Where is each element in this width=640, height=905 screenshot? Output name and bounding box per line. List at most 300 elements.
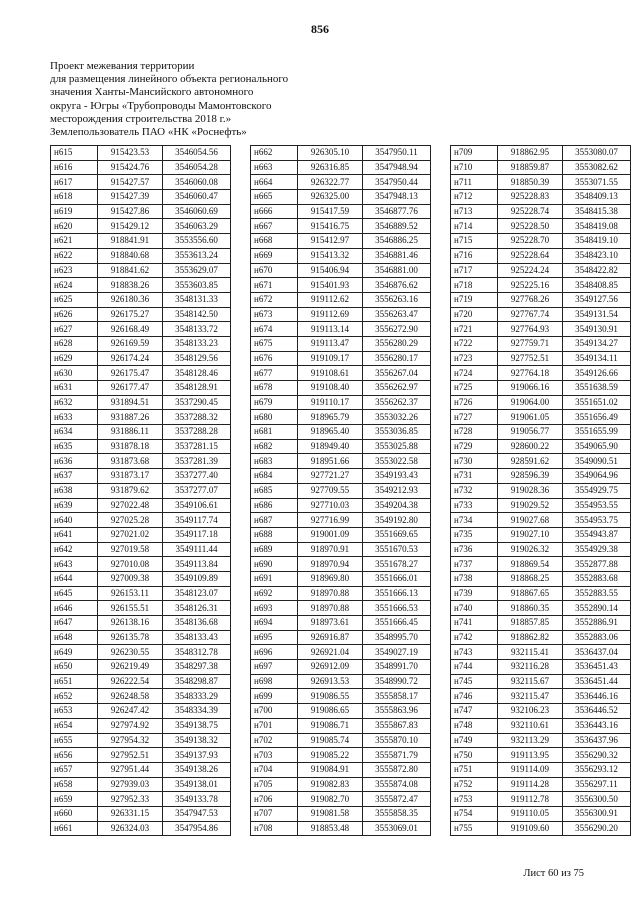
y-coordinate-cell: 3552883.68 xyxy=(563,571,631,586)
table-row xyxy=(451,425,631,440)
y-coordinate-cell: 3555858.17 xyxy=(363,689,431,704)
y-coordinate-cell: 3556280.17 xyxy=(363,351,431,366)
x-coordinate-cell: 931873.17 xyxy=(98,469,163,484)
y-coordinate-cell: 3553603.85 xyxy=(163,278,231,293)
x-coordinate-cell: 926230.55 xyxy=(98,645,163,660)
table-row xyxy=(51,351,231,366)
x-coordinate-cell: 918853.48 xyxy=(298,821,363,836)
point-id-cell: н681 xyxy=(251,425,298,440)
y-coordinate-cell: 3548419.08 xyxy=(563,219,631,234)
x-coordinate-cell: 915401.93 xyxy=(298,278,363,293)
y-coordinate-cell: 3546886.25 xyxy=(363,234,431,249)
x-coordinate-cell: 919109.60 xyxy=(498,821,563,836)
y-coordinate-cell: 3555863.96 xyxy=(363,704,431,719)
point-id-cell: н739 xyxy=(451,586,498,601)
table-row xyxy=(451,513,631,528)
x-coordinate-cell: 925225.16 xyxy=(498,278,563,293)
point-id-cell: н662 xyxy=(251,146,298,161)
y-coordinate-cell: 3536451.44 xyxy=(563,674,631,689)
x-coordinate-cell: 927768.26 xyxy=(498,292,563,307)
y-coordinate-cell: 3547950.11 xyxy=(363,146,431,161)
y-coordinate-cell: 3551678.27 xyxy=(363,557,431,572)
point-id-cell: н648 xyxy=(51,630,98,645)
x-coordinate-cell: 932116.28 xyxy=(498,660,563,675)
table-row xyxy=(451,248,631,263)
table-row xyxy=(51,689,231,704)
x-coordinate-cell: 919108.40 xyxy=(298,381,363,396)
point-id-cell: н674 xyxy=(251,322,298,337)
point-id-cell: н722 xyxy=(451,336,498,351)
point-id-cell: н742 xyxy=(451,630,498,645)
table-row xyxy=(51,336,231,351)
y-coordinate-cell: 3548128.46 xyxy=(163,366,231,381)
table-row xyxy=(251,689,431,704)
y-coordinate-cell: 3548133.43 xyxy=(163,630,231,645)
x-coordinate-cell: 919082.70 xyxy=(298,792,363,807)
table-row xyxy=(251,439,431,454)
y-coordinate-cell: 3548422.82 xyxy=(563,263,631,278)
table-row xyxy=(251,395,431,410)
table-row xyxy=(51,571,231,586)
table-row xyxy=(251,351,431,366)
x-coordinate-cell: 918860.35 xyxy=(498,601,563,616)
table-row xyxy=(451,557,631,572)
y-coordinate-cell: 3555872.47 xyxy=(363,792,431,807)
y-coordinate-cell: 3556263.16 xyxy=(363,292,431,307)
y-coordinate-cell: 3549130.91 xyxy=(563,322,631,337)
table-row xyxy=(51,292,231,307)
table-row xyxy=(51,660,231,675)
x-coordinate-cell: 918965.40 xyxy=(298,425,363,440)
x-coordinate-cell: 926174.24 xyxy=(98,351,163,366)
y-coordinate-cell: 3548142.50 xyxy=(163,307,231,322)
x-coordinate-cell: 931879.62 xyxy=(98,483,163,498)
table-row xyxy=(251,190,431,205)
y-coordinate-cell: 3549113.84 xyxy=(163,557,231,572)
x-coordinate-cell: 932115.41 xyxy=(498,645,563,660)
x-coordinate-cell: 926916.87 xyxy=(298,630,363,645)
y-coordinate-cell: 3555871.79 xyxy=(363,748,431,763)
table-row xyxy=(51,616,231,631)
x-coordinate-cell: 926175.27 xyxy=(98,307,163,322)
y-coordinate-cell: 3553071.55 xyxy=(563,175,631,190)
table-row xyxy=(251,469,431,484)
y-coordinate-cell: 3537281.15 xyxy=(163,439,231,454)
x-coordinate-cell: 919029.52 xyxy=(498,498,563,513)
x-coordinate-cell: 919056.77 xyxy=(498,425,563,440)
x-coordinate-cell: 919085.74 xyxy=(298,733,363,748)
point-id-cell: н617 xyxy=(51,175,98,190)
table-row xyxy=(451,219,631,234)
point-id-cell: н732 xyxy=(451,483,498,498)
y-coordinate-cell: 3548133.72 xyxy=(163,322,231,337)
x-coordinate-cell: 919027.68 xyxy=(498,513,563,528)
x-coordinate-cell: 919082.83 xyxy=(298,777,363,792)
table-row xyxy=(51,248,231,263)
point-id-cell: н670 xyxy=(251,263,298,278)
table-row xyxy=(251,674,431,689)
y-coordinate-cell: 3548423.10 xyxy=(563,248,631,263)
point-id-cell: н676 xyxy=(251,351,298,366)
y-coordinate-cell: 3553032.26 xyxy=(363,410,431,425)
x-coordinate-cell: 928596.39 xyxy=(498,469,563,484)
y-coordinate-cell: 3537288.28 xyxy=(163,425,231,440)
point-id-cell: н679 xyxy=(251,395,298,410)
table-row xyxy=(51,410,231,425)
point-id-cell: н629 xyxy=(51,351,98,366)
y-coordinate-cell: 3548123.07 xyxy=(163,586,231,601)
table-row xyxy=(251,601,431,616)
table-row xyxy=(251,542,431,557)
y-coordinate-cell: 3549134.11 xyxy=(563,351,631,366)
table-row xyxy=(451,527,631,542)
point-id-cell: н639 xyxy=(51,498,98,513)
x-coordinate-cell: 926155.51 xyxy=(98,601,163,616)
table-row xyxy=(51,263,231,278)
table-row xyxy=(51,160,231,175)
x-coordinate-cell: 919086.55 xyxy=(298,689,363,704)
point-id-cell: н736 xyxy=(451,542,498,557)
y-coordinate-cell: 3536437.04 xyxy=(563,645,631,660)
table-row xyxy=(451,292,631,307)
x-coordinate-cell: 919086.71 xyxy=(298,718,363,733)
y-coordinate-cell: 3549127.56 xyxy=(563,292,631,307)
table-row xyxy=(51,821,231,836)
table-row xyxy=(51,219,231,234)
point-id-cell: н678 xyxy=(251,381,298,396)
point-id-cell: н688 xyxy=(251,527,298,542)
point-id-cell: н645 xyxy=(51,586,98,601)
table-row xyxy=(451,307,631,322)
y-coordinate-cell: 3546881.46 xyxy=(363,248,431,263)
point-id-cell: н689 xyxy=(251,542,298,557)
table-row xyxy=(51,366,231,381)
table-row xyxy=(51,718,231,733)
point-id-cell: н659 xyxy=(51,792,98,807)
x-coordinate-cell: 918949.40 xyxy=(298,439,363,454)
table-row xyxy=(51,557,231,572)
point-id-cell: н628 xyxy=(51,336,98,351)
y-coordinate-cell: 3552886.91 xyxy=(563,616,631,631)
table-row xyxy=(251,263,431,278)
table-row xyxy=(451,806,631,821)
x-coordinate-cell: 919112.78 xyxy=(498,792,563,807)
x-coordinate-cell: 926322.77 xyxy=(298,175,363,190)
table-row xyxy=(51,674,231,689)
point-id-cell: н746 xyxy=(451,689,498,704)
point-id-cell: н726 xyxy=(451,395,498,410)
table-row xyxy=(51,542,231,557)
y-coordinate-cell: 3547947.53 xyxy=(163,806,231,821)
point-id-cell: н687 xyxy=(251,513,298,528)
point-id-cell: н712 xyxy=(451,190,498,205)
y-coordinate-cell: 3556267.04 xyxy=(363,366,431,381)
point-id-cell: н666 xyxy=(251,204,298,219)
table-row xyxy=(451,366,631,381)
table-row xyxy=(251,498,431,513)
y-coordinate-cell: 3537277.40 xyxy=(163,469,231,484)
y-coordinate-cell: 3549138.26 xyxy=(163,762,231,777)
y-coordinate-cell: 3549064.96 xyxy=(563,469,631,484)
x-coordinate-cell: 926219.49 xyxy=(98,660,163,675)
y-coordinate-cell: 3553080.07 xyxy=(563,146,631,161)
y-coordinate-cell: 3551669.65 xyxy=(363,527,431,542)
table-row xyxy=(51,748,231,763)
y-coordinate-cell: 3553069.01 xyxy=(363,821,431,836)
header-line: Проект межевания территории xyxy=(50,60,195,72)
header-line: Землепользователь ПАО «НК «Роснефть» xyxy=(50,126,247,139)
y-coordinate-cell: 3551655.99 xyxy=(563,425,631,440)
table-row xyxy=(251,748,431,763)
point-id-cell: н747 xyxy=(451,704,498,719)
x-coordinate-cell: 932106.23 xyxy=(498,704,563,719)
x-coordinate-cell: 927009.38 xyxy=(98,571,163,586)
y-coordinate-cell: 3548131.33 xyxy=(163,292,231,307)
table-row xyxy=(451,160,631,175)
y-coordinate-cell: 3548312.78 xyxy=(163,645,231,660)
x-coordinate-cell: 927767.74 xyxy=(498,307,563,322)
table-row xyxy=(51,234,231,249)
x-coordinate-cell: 925224.24 xyxy=(498,263,563,278)
x-coordinate-cell: 928591.62 xyxy=(498,454,563,469)
table-row xyxy=(251,307,431,322)
y-coordinate-cell: 3536437.96 xyxy=(563,733,631,748)
x-coordinate-cell: 918841.91 xyxy=(98,234,163,249)
x-coordinate-cell: 927709.55 xyxy=(298,483,363,498)
point-id-cell: н695 xyxy=(251,630,298,645)
y-coordinate-cell: 3554943.87 xyxy=(563,527,631,542)
x-coordinate-cell: 915423.53 xyxy=(98,146,163,161)
y-coordinate-cell: 3556263.47 xyxy=(363,307,431,322)
table-row xyxy=(251,777,431,792)
table-row xyxy=(451,733,631,748)
x-coordinate-cell: 927716.99 xyxy=(298,513,363,528)
y-coordinate-cell: 3549193.43 xyxy=(363,469,431,484)
table-row xyxy=(251,704,431,719)
point-id-cell: н649 xyxy=(51,645,98,660)
point-id-cell: н707 xyxy=(251,806,298,821)
y-coordinate-cell: 3552877.88 xyxy=(563,557,631,572)
x-coordinate-cell: 918965.79 xyxy=(298,410,363,425)
x-coordinate-cell: 927974.92 xyxy=(98,718,163,733)
point-id-cell: н735 xyxy=(451,527,498,542)
point-id-cell: н642 xyxy=(51,542,98,557)
x-coordinate-cell: 926324.03 xyxy=(98,821,163,836)
table-row xyxy=(51,777,231,792)
table-row xyxy=(51,586,231,601)
y-coordinate-cell: 3536451.43 xyxy=(563,660,631,675)
table-row xyxy=(51,175,231,190)
sheet-footer: Лист 60 из 75 xyxy=(523,868,584,879)
x-coordinate-cell: 926222.54 xyxy=(98,674,163,689)
point-id-cell: н752 xyxy=(451,777,498,792)
table-row xyxy=(251,483,431,498)
y-coordinate-cell: 3551666.45 xyxy=(363,616,431,631)
point-id-cell: н654 xyxy=(51,718,98,733)
table-row xyxy=(251,792,431,807)
point-id-cell: н727 xyxy=(451,410,498,425)
y-coordinate-cell: 3537290.45 xyxy=(163,395,231,410)
point-id-cell: н660 xyxy=(51,806,98,821)
table-row xyxy=(451,234,631,249)
y-coordinate-cell: 3554929.38 xyxy=(563,542,631,557)
x-coordinate-cell: 926180.36 xyxy=(98,292,163,307)
x-coordinate-cell: 918838.26 xyxy=(98,278,163,293)
x-coordinate-cell: 919113.14 xyxy=(298,322,363,337)
point-id-cell: н651 xyxy=(51,674,98,689)
x-coordinate-cell: 925228.70 xyxy=(498,234,563,249)
y-coordinate-cell: 3555874.08 xyxy=(363,777,431,792)
x-coordinate-cell: 926913.53 xyxy=(298,674,363,689)
y-coordinate-cell: 3548995.70 xyxy=(363,630,431,645)
y-coordinate-cell: 3548419.10 xyxy=(563,234,631,249)
table-row xyxy=(451,469,631,484)
x-coordinate-cell: 918841.62 xyxy=(98,263,163,278)
y-coordinate-cell: 3554953.55 xyxy=(563,498,631,513)
x-coordinate-cell: 925228.64 xyxy=(498,248,563,263)
table-row xyxy=(451,704,631,719)
table-row xyxy=(251,660,431,675)
y-coordinate-cell: 3546877.76 xyxy=(363,204,431,219)
y-coordinate-cell: 3556300.91 xyxy=(563,806,631,821)
x-coordinate-cell: 931886.11 xyxy=(98,425,163,440)
table-row xyxy=(251,204,431,219)
point-id-cell: н698 xyxy=(251,674,298,689)
x-coordinate-cell: 927759.71 xyxy=(498,336,563,351)
point-id-cell: н627 xyxy=(51,322,98,337)
x-coordinate-cell: 915413.32 xyxy=(298,248,363,263)
x-coordinate-cell: 927010.08 xyxy=(98,557,163,572)
y-coordinate-cell: 3549212.93 xyxy=(363,483,431,498)
point-id-cell: н748 xyxy=(451,718,498,733)
y-coordinate-cell: 3547948.94 xyxy=(363,160,431,175)
x-coordinate-cell: 919061.05 xyxy=(498,410,563,425)
table-row xyxy=(51,454,231,469)
point-id-cell: н647 xyxy=(51,616,98,631)
point-id-cell: н631 xyxy=(51,381,98,396)
table-row xyxy=(251,322,431,337)
y-coordinate-cell: 3553629.07 xyxy=(163,263,231,278)
table-row xyxy=(251,821,431,836)
table-row xyxy=(451,645,631,660)
table-row xyxy=(51,513,231,528)
x-coordinate-cell: 919114.09 xyxy=(498,762,563,777)
point-id-cell: н729 xyxy=(451,439,498,454)
x-coordinate-cell: 919084.91 xyxy=(298,762,363,777)
y-coordinate-cell: 3556290.32 xyxy=(563,748,631,763)
table-row xyxy=(251,645,431,660)
y-coordinate-cell: 3555858.35 xyxy=(363,806,431,821)
table-row xyxy=(251,425,431,440)
table-row xyxy=(51,278,231,293)
y-coordinate-cell: 3549111.44 xyxy=(163,542,231,557)
table-row xyxy=(451,630,631,645)
point-id-cell: н638 xyxy=(51,483,98,498)
y-coordinate-cell: 3537281.39 xyxy=(163,454,231,469)
point-id-cell: н655 xyxy=(51,733,98,748)
x-coordinate-cell: 918857.85 xyxy=(498,616,563,631)
point-id-cell: н690 xyxy=(251,557,298,572)
table-row xyxy=(51,439,231,454)
table-row xyxy=(51,498,231,513)
coordinate-table-2 xyxy=(250,145,431,836)
x-coordinate-cell: 919112.69 xyxy=(298,307,363,322)
y-coordinate-cell: 3537277.07 xyxy=(163,483,231,498)
table-row xyxy=(251,278,431,293)
x-coordinate-cell: 925228.50 xyxy=(498,219,563,234)
point-id-cell: н680 xyxy=(251,410,298,425)
x-coordinate-cell: 918969.80 xyxy=(298,571,363,586)
table-row xyxy=(51,630,231,645)
y-coordinate-cell: 3556262.37 xyxy=(363,395,431,410)
table-row xyxy=(451,351,631,366)
x-coordinate-cell: 926912.09 xyxy=(298,660,363,675)
x-coordinate-cell: 919113.95 xyxy=(498,748,563,763)
x-coordinate-cell: 932113.29 xyxy=(498,733,563,748)
x-coordinate-cell: 915429.12 xyxy=(98,219,163,234)
x-coordinate-cell: 918869.54 xyxy=(498,557,563,572)
table-row xyxy=(451,792,631,807)
y-coordinate-cell: 3548129.56 xyxy=(163,351,231,366)
table-row xyxy=(51,381,231,396)
y-coordinate-cell: 3556293.12 xyxy=(563,762,631,777)
x-coordinate-cell: 918850.39 xyxy=(498,175,563,190)
x-coordinate-cell: 919110.05 xyxy=(498,806,563,821)
y-coordinate-cell: 3548334.39 xyxy=(163,704,231,719)
point-id-cell: н706 xyxy=(251,792,298,807)
point-id-cell: н708 xyxy=(251,821,298,836)
y-coordinate-cell: 3549109.89 xyxy=(163,571,231,586)
x-coordinate-cell: 927952.51 xyxy=(98,748,163,763)
y-coordinate-cell: 3536446.16 xyxy=(563,689,631,704)
table-row xyxy=(251,410,431,425)
y-coordinate-cell: 3549090.51 xyxy=(563,454,631,469)
x-coordinate-cell: 927752.51 xyxy=(498,351,563,366)
x-coordinate-cell: 919066.16 xyxy=(498,381,563,396)
y-coordinate-cell: 3549138.32 xyxy=(163,733,231,748)
y-coordinate-cell: 3552883.06 xyxy=(563,630,631,645)
y-coordinate-cell: 3556290.20 xyxy=(563,821,631,836)
point-id-cell: н675 xyxy=(251,336,298,351)
x-coordinate-cell: 927025.28 xyxy=(98,513,163,528)
point-id-cell: н677 xyxy=(251,366,298,381)
x-coordinate-cell: 918973.61 xyxy=(298,616,363,631)
table-row xyxy=(451,571,631,586)
point-id-cell: н624 xyxy=(51,278,98,293)
table-row xyxy=(51,645,231,660)
point-id-cell: н652 xyxy=(51,689,98,704)
x-coordinate-cell: 918970.94 xyxy=(298,557,363,572)
table-row xyxy=(451,660,631,675)
y-coordinate-cell: 3556262.97 xyxy=(363,381,431,396)
table-row xyxy=(251,571,431,586)
x-coordinate-cell: 915427.86 xyxy=(98,204,163,219)
x-coordinate-cell: 926247.42 xyxy=(98,704,163,719)
point-id-cell: н623 xyxy=(51,263,98,278)
table-row xyxy=(51,322,231,337)
y-coordinate-cell: 3551666.53 xyxy=(363,601,431,616)
x-coordinate-cell: 918859.87 xyxy=(498,160,563,175)
point-id-cell: н682 xyxy=(251,439,298,454)
x-coordinate-cell: 926175.47 xyxy=(98,366,163,381)
y-coordinate-cell: 3553613.24 xyxy=(163,248,231,263)
table-row xyxy=(451,336,631,351)
y-coordinate-cell: 3552890.14 xyxy=(563,601,631,616)
y-coordinate-cell: 3546063.29 xyxy=(163,219,231,234)
x-coordinate-cell: 926325.00 xyxy=(298,190,363,205)
x-coordinate-cell: 926248.58 xyxy=(98,689,163,704)
point-id-cell: н731 xyxy=(451,469,498,484)
